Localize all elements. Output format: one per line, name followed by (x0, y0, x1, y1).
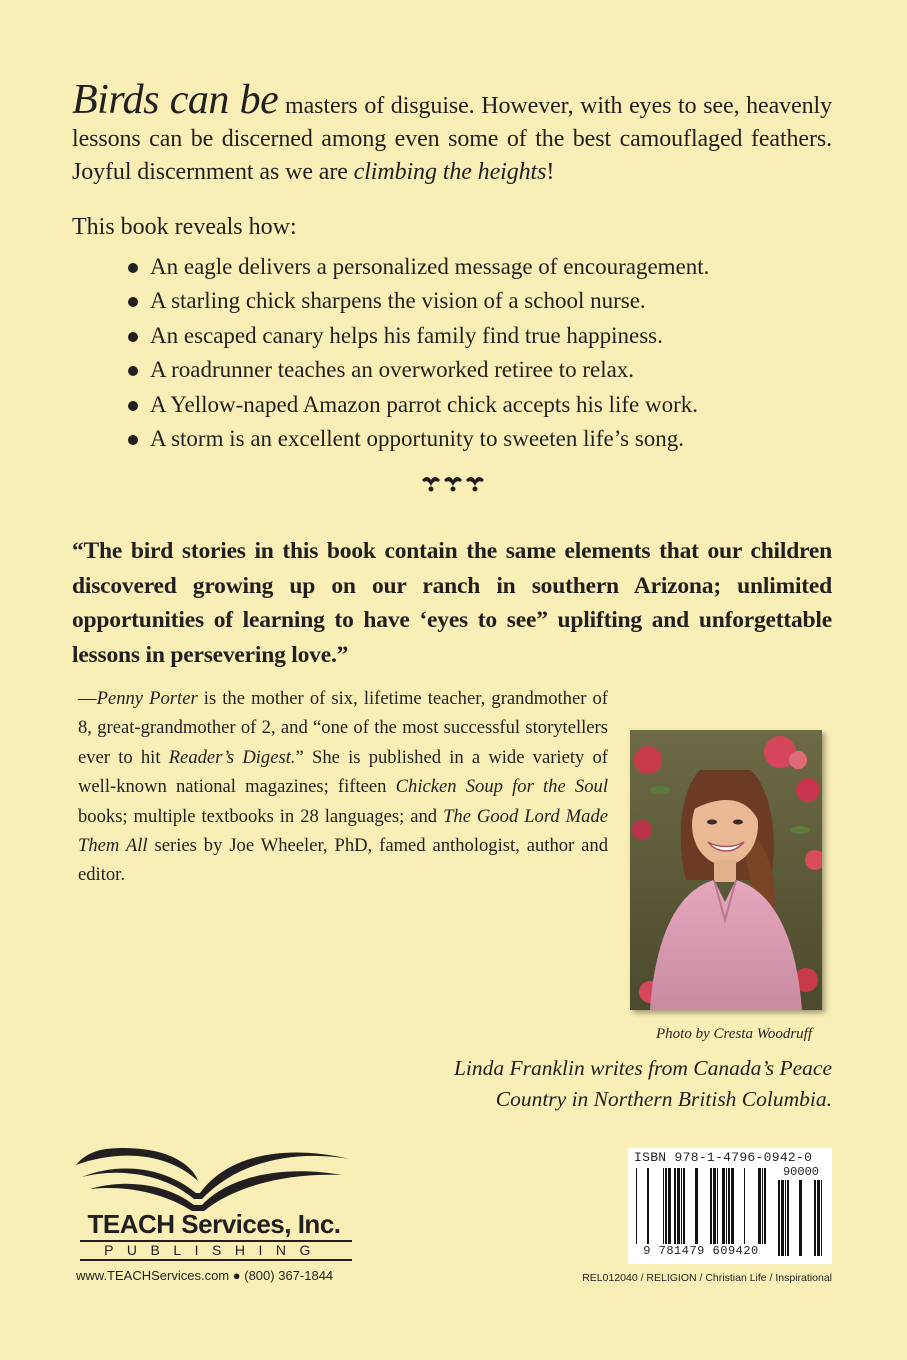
publisher-logo (76, 1135, 352, 1258)
intro-paragraph (72, 77, 832, 189)
price-code: 90000 (782, 1165, 819, 1179)
bisac-category: REL012040 / RELIGION / Christian Life / Inspirational (582, 1272, 832, 1284)
list-item: An escaped canary helps his family find true happiness. (122, 319, 802, 353)
publisher-name: TEACH Services, Inc. (87, 1209, 341, 1239)
bullet-icon (128, 366, 138, 376)
endorser-name: Penny Porter (96, 688, 198, 709)
intro-text-end: ! (546, 159, 555, 185)
photo-credit: Photo by Cresta Woodruff (656, 1026, 812, 1042)
three-bird-ornament-icon (420, 472, 486, 494)
author-photo (630, 730, 822, 1010)
bullet-icon (128, 263, 138, 273)
list-item: An eagle delivers a personalized message of encouragement. (122, 250, 802, 284)
isbn-label: ISBN 978-1-4796-0942-0 (634, 1150, 813, 1165)
bullet-list (122, 250, 802, 456)
endorsement-quote: “The bird stories in this book contain the same elements that our children discovered growing up on our ranch in southern Arizona; unlimited opportunities of learning to have ‘eyes to see” uplifting and unforgettable lessons in persevering love.” (72, 538, 832, 668)
bullet-icon (128, 435, 138, 445)
publisher-division: PUBLISHING (104, 1242, 324, 1258)
ean-digits: 9 781479 609420 (643, 1244, 759, 1258)
publisher-phone: (800) 367-1844 (244, 1268, 334, 1283)
intro-emphasis: climbing the heights (353, 159, 547, 185)
isbn-barcode (628, 1148, 832, 1264)
bullet-icon (128, 297, 138, 307)
endorser-bio: —Penny Porter is the mother of six, lifetime teacher, grandmother of 8, great-grandmother of 2, and “one of the most successful storytellers ever to hit Reader’s Digest.” She is published in a wide variety of well-known national magazines; fifteen Chicken Soup for the Soul books; multiple textbooks in 28 languages; and The Good Lord Made Them All series by Joe Wheeler, PhD, famed anthologist, author and editor. (78, 688, 608, 886)
publisher-contact (76, 1268, 356, 1284)
author-note: Linda Franklin writes from Canada’s Peace Country in Northern British Columbia. (453, 1056, 832, 1111)
bullet-icon (128, 332, 138, 342)
bullet-icon (128, 401, 138, 411)
list-item: A Yellow-naped Amazon parrot chick accepts his life work. (122, 388, 802, 422)
list-item: A roadrunner teaches an overworked retiree to relax. (122, 353, 802, 387)
logo-divider (80, 1259, 352, 1261)
reveals-heading: This book reveals how: (72, 214, 297, 240)
open-book-logo-icon (76, 1135, 352, 1211)
list-item: A starling chick sharpens the vision of a school nurse. (122, 284, 802, 318)
list-item: A storm is an excellent opportunity to sweeten life’s song. (122, 422, 802, 456)
intro-text: masters of disguise. However, with eyes to see, heavenly lessons can be discerned among even some of the best camouflaged feathers. Joyful discernment as we are (72, 93, 832, 185)
intro-lead: Birds can be (72, 77, 279, 123)
separator-bullet-icon: ● (232, 1268, 241, 1283)
publisher-website[interactable]: www.TEACHServices.com (76, 1268, 230, 1283)
